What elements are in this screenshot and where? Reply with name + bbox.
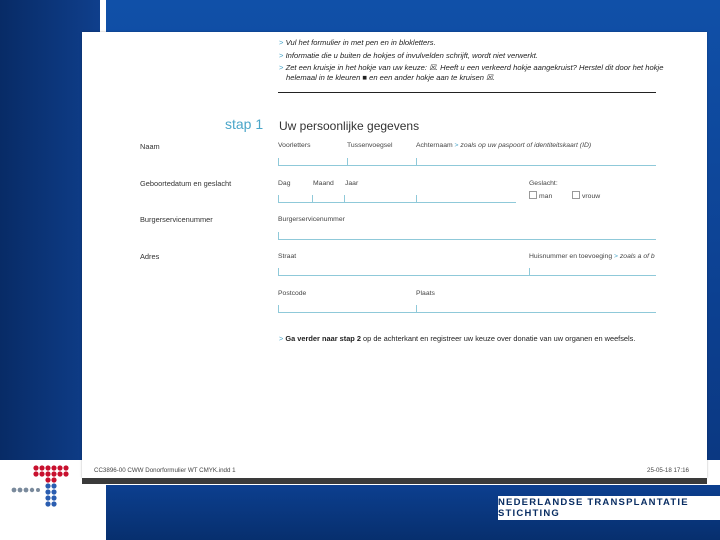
- instruction-line: [279, 63, 663, 72]
- field-label-tussenvoegsel: Tussenvoegsel: [347, 142, 393, 149]
- field-label-text: Achternaam: [416, 142, 453, 149]
- field-label-jaar: Jaar: [345, 180, 359, 187]
- input-line-naam[interactable]: [278, 165, 656, 166]
- field-tick: [344, 195, 345, 202]
- field-label-huisnummer: [529, 253, 655, 260]
- field-tick: [278, 268, 279, 275]
- input-line-bsn[interactable]: [278, 239, 656, 240]
- arrow-icon: >: [614, 253, 618, 260]
- form-page: [82, 32, 707, 478]
- field-label-text: Huisnummer en toevoeging: [529, 253, 613, 260]
- field-tick: [416, 158, 417, 165]
- checkbox-icon[interactable]: [529, 191, 537, 199]
- field-label-plaats: Plaats: [416, 290, 435, 297]
- field-label-maand: Maand: [313, 180, 334, 187]
- field-tick: [278, 232, 279, 239]
- step-title: Uw persoonlijke gegevens: [279, 119, 420, 133]
- field-tick: [278, 158, 279, 165]
- continue-instruction: [279, 334, 635, 343]
- organization-name: NEDERLANDSE TRANSPLANTATIE STICHTING: [498, 497, 689, 519]
- divider: [278, 92, 656, 93]
- section-label-naam: Naam: [140, 142, 160, 151]
- field-tick: [312, 195, 313, 202]
- field-tick: [278, 195, 279, 202]
- instruction-line: [279, 51, 538, 60]
- arrow-icon: >: [279, 51, 284, 60]
- field-tick: [347, 158, 348, 165]
- continue-rest: op de achterkant en registreer uw keuze over donatie van uw organen en weefsels.: [363, 334, 636, 343]
- arrow-icon: >: [279, 334, 284, 343]
- field-hint: zoals op uw paspoort of identiteitskaart (ID): [460, 142, 592, 149]
- nts-logo-dots-icon: [10, 464, 74, 512]
- field-label-voorletters: Voorletters: [278, 142, 311, 149]
- arrow-icon: >: [279, 38, 284, 47]
- field-tick: [529, 268, 530, 275]
- organization-logo-bar: [498, 496, 720, 520]
- instruction-line: [279, 38, 436, 47]
- field-tick: [416, 195, 417, 202]
- field-label-postcode: Postcode: [278, 290, 307, 297]
- section-label-geboorte: Geboortedatum en geslacht: [140, 179, 232, 188]
- checkbox-icon[interactable]: [572, 191, 580, 199]
- field-label-dag: Dag: [278, 180, 291, 187]
- field-tick: [278, 305, 279, 312]
- print-footer-left: CC3896-00 CWW Donorformulier WT CMYK.indd 1: [94, 467, 236, 474]
- input-line-geboortedatum[interactable]: [278, 202, 516, 203]
- option-label: vrouw: [582, 193, 601, 200]
- continue-bold: Ga verder naar stap 2: [285, 334, 361, 343]
- field-hint: zoals a of b: [619, 253, 655, 260]
- section-label-bsn: Burgerservicenummer: [140, 215, 213, 224]
- gender-option-man[interactable]: [529, 191, 552, 200]
- print-footer-right: 25-05-18 17:16: [647, 467, 689, 474]
- option-label: man: [539, 193, 553, 200]
- field-label-text: Geslacht: [529, 180, 556, 187]
- field-label-achternaam: [416, 142, 591, 149]
- field-label-bsn: Burgerservicenummer: [278, 216, 345, 223]
- gender-option-vrouw[interactable]: [572, 191, 600, 200]
- instruction-line: [286, 73, 495, 82]
- page-bottom-bar: [82, 478, 707, 484]
- instruction-text: Zet een kruisje in het hokje van uw keuze: ☒. Heeft u een verkeerd hokje aangekruist? Herstel dit door het hokje: [285, 63, 664, 72]
- arrow-icon: >: [279, 63, 284, 72]
- input-line-straat[interactable]: [278, 275, 656, 276]
- step-number: stap 1: [225, 116, 264, 132]
- instruction-text: helemaal in te kleuren ■ en een ander hokje aan te kruisen ☒.: [286, 73, 495, 82]
- instruction-text: Vul het formulier in met pen en in blokletters.: [285, 38, 436, 47]
- field-label-straat: Straat: [278, 253, 297, 260]
- section-label-adres: Adres: [140, 252, 160, 261]
- field-label-geslacht: Geslacht:: [529, 180, 558, 187]
- field-tick: [416, 305, 417, 312]
- instruction-text: Informatie die u buiten de hokjes of invulvelden schrijft, wordt niet verwerkt.: [285, 51, 538, 60]
- input-line-postcode-plaats[interactable]: [278, 312, 656, 313]
- arrow-icon: >: [454, 142, 459, 149]
